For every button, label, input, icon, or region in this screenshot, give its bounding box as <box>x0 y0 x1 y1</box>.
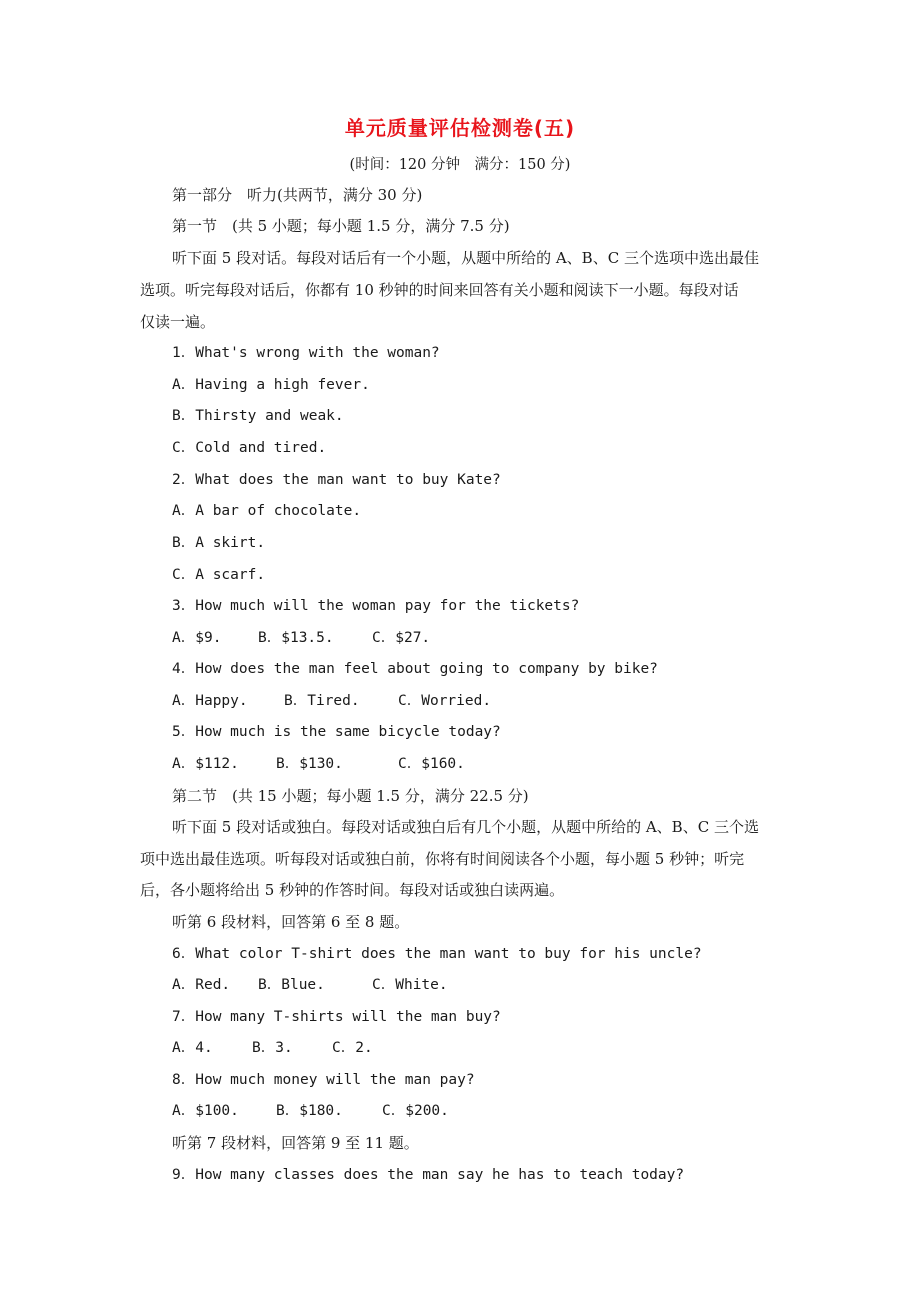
section2-instruction-line: 后，各小题将给出 5 秒钟的作答时间。每段对话或独白读两遍。 <box>140 881 565 899</box>
q8-options <box>172 1100 449 1122</box>
exam-time-score: (时间：120 分钟 满分：150 分) <box>349 157 571 173</box>
q1-option-a: A．Having a high fever. <box>172 377 370 393</box>
q6-options <box>172 974 448 996</box>
material-6-heading: 听第 6 段材料，回答第 6 至 8 题。 <box>172 913 410 931</box>
q3-option-c: C．$27. <box>372 630 431 646</box>
q7-option-a: A．4. <box>172 1040 213 1056</box>
question-5: 5．How much is the same bicycle today? <box>172 724 501 740</box>
section1-instruction-line: 选项。听完每段对话后，你都有 10 秒钟的时间来回答有关小题和阅读下一小题。每段对话 <box>140 281 739 299</box>
part1-header: 第一部分 听力(共两节，满分 30 分) <box>172 186 423 204</box>
q3-option-b: B．$13.5. <box>258 630 334 646</box>
question-7: 7．How many T-shirts will the man buy? <box>172 1009 501 1025</box>
section1-header: 第一节 (共 5 小题；每小题 1.5 分，满分 7.5 分) <box>172 217 510 235</box>
page-title: 单元质量评估检测卷(五) <box>344 116 576 140</box>
question-3: 3．How much will the woman pay for the tickets? <box>172 598 580 614</box>
q7-options <box>172 1037 373 1059</box>
q6-option-c: C．White. <box>372 977 448 993</box>
q6-option-a: A．Red. <box>172 977 231 993</box>
question-1: 1．What's wrong with the woman? <box>172 345 440 361</box>
section1-instruction-line: 听下面 5 段对话。每段对话后有一个小题，从题中所给的 A、B、C 三个选项中选出最佳 <box>172 249 759 267</box>
q7-option-b: B．3. <box>252 1040 293 1056</box>
section2-instruction-line: 项中选出最佳选项。听每段对话或独白前，你将有时间阅读各个小题，每小题 5 秒钟；听完 <box>140 850 745 868</box>
q3-options <box>172 627 430 649</box>
q5-option-c: C．$160. <box>398 756 465 772</box>
q4-option-a: A．Happy. <box>172 693 248 709</box>
q4-option-c: C．Worried. <box>398 693 492 709</box>
q8-option-c: C．$200. <box>382 1103 449 1119</box>
question-8: 8．How much money will the man pay? <box>172 1072 475 1088</box>
question-9: 9．How many classes does the man say he has to teach today? <box>172 1167 685 1183</box>
q4-options <box>172 690 491 712</box>
q5-option-b: B．$130. <box>276 756 343 772</box>
section2-instruction-line: 听下面 5 段对话或独白。每段对话或独白后有几个小题，从题中所给的 A、B、C 三个选 <box>172 818 759 836</box>
q2-option-b: B．A skirt. <box>172 535 266 551</box>
question-2: 2．What does the man want to buy Kate? <box>172 472 501 488</box>
q1-option-b: B．Thirsty and weak. <box>172 408 344 424</box>
q4-option-b: B．Tired. <box>284 693 360 709</box>
q2-option-c: C．A scarf. <box>172 567 266 583</box>
q5-option-a: A．$112. <box>172 756 239 772</box>
q8-option-a: A．$100. <box>172 1103 239 1119</box>
q3-option-a: A．$9. <box>172 630 222 646</box>
question-4: 4．How does the man feel about going to company by bike? <box>172 661 658 677</box>
section1-instruction-line: 仅读一遍。 <box>140 313 216 331</box>
material-7-heading: 听第 7 段材料，回答第 9 至 11 题。 <box>172 1134 419 1152</box>
q5-options <box>172 753 465 775</box>
q6-option-b: B．Blue. <box>258 977 325 993</box>
q1-option-c: C．Cold and tired. <box>172 440 327 456</box>
q8-option-b: B．$180. <box>276 1103 343 1119</box>
question-6: 6．What color T-shirt does the man want to buy for his uncle? <box>172 946 702 962</box>
q7-option-c: C．2. <box>332 1040 373 1056</box>
q2-option-a: A．A bar of chocolate. <box>172 503 362 519</box>
section2-header: 第二节 (共 15 小题；每小题 1.5 分，满分 22.5 分) <box>172 787 529 805</box>
